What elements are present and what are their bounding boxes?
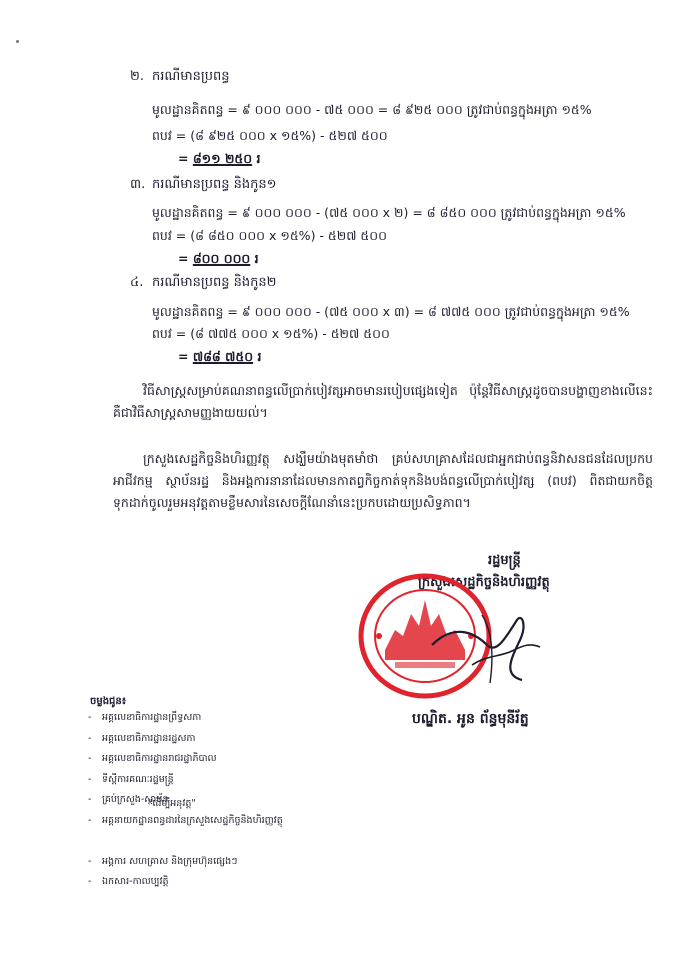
case-2-base: មូលដ្ឋានគិតពន្ធ = ៩ ០០០ ០០០ - ៧៥ ០០០ = ៨ ៩២៥ ០០០ ត្រូវជាប់ពន្ធក្នុងអត្រា ១៥% — [152, 102, 592, 117]
cc-sub-note: "ដើម្បីអនុវត្ត" — [148, 798, 196, 809]
case-2-title — [130, 68, 230, 86]
case-2-number: ២. — [130, 69, 144, 84]
case-4-result: = ៧៨៨ ៧៥០ រ — [178, 349, 262, 364]
case-4-tax: ពបវ = (៨ ៧៧៥ ០០០ x ១៥%) - ៥២៧ ៥០០ — [152, 326, 390, 341]
scan-speck — [16, 40, 19, 43]
case-3-result: = ៨០០ ០០០ រ — [178, 251, 259, 266]
cc-item: - គ្រប់ក្រសួង-ស្ថាប័ន — [88, 794, 169, 805]
case-2 — [130, 68, 230, 86]
case-3-base: មូលដ្ឋានគិតពន្ធ = ៩ ០០០ ០០០ - (៧៥ ០០០ x ២) = ៨ ៨៥០ ០០០ ត្រូវជាប់ពន្ធក្នុងអត្រា ១៥% — [152, 205, 626, 220]
cc-heading: ចម្លងជូន៖ — [90, 696, 127, 707]
cc-item: - អគ្គនាយកដ្ឋានពន្ធដារនៃក្រសួងសេដ្ឋកិច្ចនិងហិរញ្ញវត្ថុ — [88, 814, 283, 826]
case-2-tax: ពបវ = (៨ ៩២៥ ០០០ x ១៥%) - ៥២៧ ៥០០ — [152, 128, 388, 143]
case-2-result: = ៨១១ ២៥០ រ — [178, 151, 261, 166]
cc-item: - អង្គការ សហគ្រាស និងក្រុមហ៊ុនផ្សេងៗ — [88, 855, 238, 867]
ministry-hope-paragraph: ក្រសួងសេដ្ឋកិច្ចនិងហិរញ្ញវត្ថុ សង្ឃឹមយ៉ាងមុតមាំថា គ្រប់សហគ្រាសដែលជាអ្នកជាប់ពន្ធនិវាសនជនដែលប្រកបអាជីវកម្ម ស្ថាប័នរដ្ឋ និងអង្គការនានាដែលមានកាតព្វកិច្ចកាត់ទុកនិងបង់ពន្ធលើប្រាក់បៀវត្ស (ពបវ) ពិតជាយកចិត្តទុកដាក់ចូលរួមអនុវត្តតាមខ្លឹមសារនៃសេចក្តីណែនាំនេះប្រកបដោយប្រសិទ្ធភាព។ — [113, 451, 653, 510]
cc-item: - ឯកសារ-កាលប្បវត្តិ — [88, 876, 169, 887]
cc-item: - អគ្គលេខាធិការដ្ឋានរាជរដ្ឋាភិបាល — [88, 753, 217, 764]
case-4-number: ៤. — [130, 275, 144, 290]
case-4 — [130, 274, 276, 292]
signer-name: បណ្ឌិត. អូន ព័ន្ធមុនីរ័ត្ន — [412, 711, 529, 727]
case-3-number: ៣. — [130, 177, 146, 192]
case-3-tax: ពបវ = (៨ ៨៥០ ០០០ x ១៥%) - ៥២៧ ៥០០ — [152, 228, 387, 243]
case-4-title — [130, 274, 276, 292]
cc-item-spacer — [88, 831, 283, 852]
method-paragraph: វិធីសាស្ត្រសម្រាប់គណនាពន្ធលើប្រាក់បៀវត្សអាចមានរបៀបផ្សេងទៀត ប៉ុន្តែវិធីសាស្ត្រដូចបានបង្ហាញខាងលើនេះគឺជាវិធីសាស្ត្រសាមញ្ញងាយយល់។ — [113, 383, 653, 420]
case-4-title-text: ករណីមានប្រពន្ធ និងកូន២ — [152, 275, 277, 290]
case-4-base: មូលដ្ឋានគិតពន្ធ = ៩ ០០០ ០០០ - (៧៥ ០០០ x ៣) = ៨ ៧៧៥ ០០០ ត្រូវជាប់ពន្ធក្នុងអត្រា ១៥% — [152, 304, 630, 319]
case-3-result-value: ៨០០ ០០០ — [192, 251, 251, 266]
signature-title-minister: រដ្ឋមន្ត្រី — [488, 553, 521, 568]
signature-title-ministry: ក្រសួងសេដ្ឋកិច្ចនិងហិរញ្ញវត្ថុ — [418, 575, 550, 590]
case-4-result-value: ៧៨៨ ៧៥០ — [192, 349, 254, 364]
cc-item: - ទីស្តីការគណៈរដ្ឋមន្ត្រី — [88, 773, 174, 785]
case-2-result-value: ៨១១ ២៥០ — [192, 151, 253, 166]
case-3-title-text: ករណីមានប្រពន្ធ និងកូន១ — [152, 177, 277, 192]
cc-item: - អគ្គលេខាធិការដ្ឋានព្រឹទ្ធសភា — [88, 712, 202, 723]
cc-item: - អគ្គលេខាធិការដ្ឋានរដ្ឋសភា — [88, 732, 196, 744]
handwritten-signature-icon — [412, 585, 552, 695]
case-3 — [130, 176, 276, 194]
case-2-title-text: ករណីមានប្រពន្ធ — [152, 69, 230, 84]
case-3-title — [130, 176, 276, 194]
